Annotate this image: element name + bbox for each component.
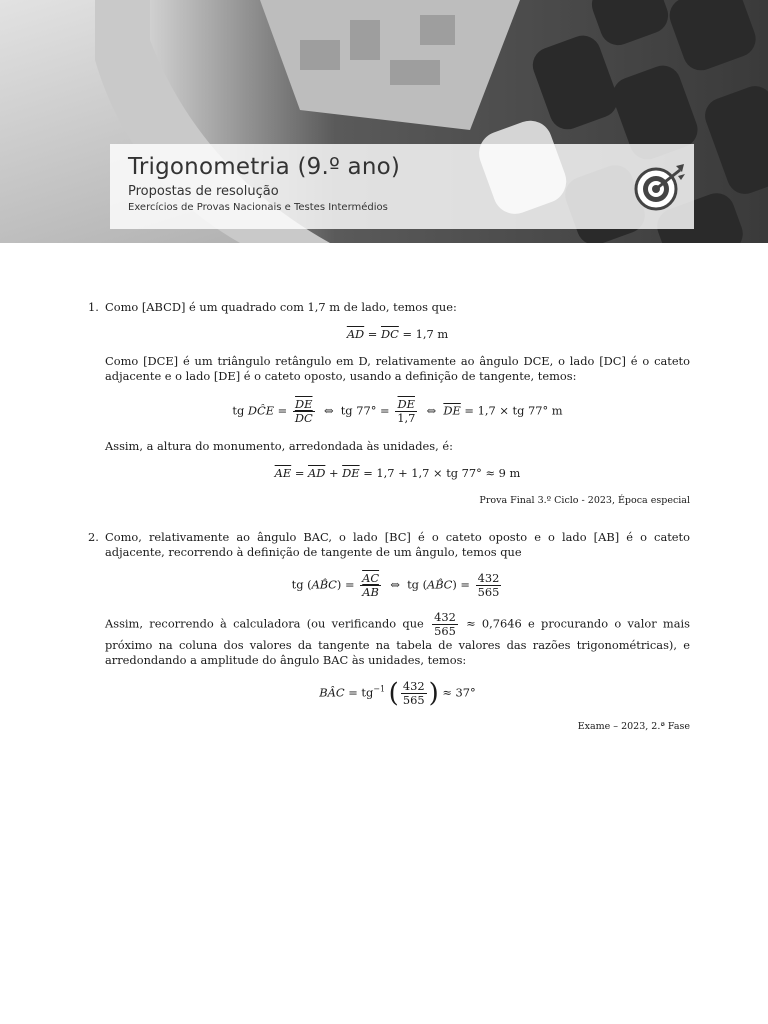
paragraph: Assim, recorrendo à calculadora (ou verificando que $\frac{432}{565}$ ≈ 0,7646 e procurando o valor mais próximo na coluna dos valores da tangente na tabela de valores das razões trigonométricas), e arredondando a amplitude do ângulo BAC às unidades, temos: xyxy=(105,610,691,667)
paragraph: Assim, a altura do monumento, arredondada às unidades, é: xyxy=(105,439,453,453)
page-subtitle-secondary: Exercícios de Provas Nacionais e Testes Intermédios xyxy=(128,202,388,213)
exercise-number: 2. xyxy=(88,530,99,544)
header-banner xyxy=(0,0,768,243)
paragraph: Como [DCE] é um triângulo retângulo em D, relativamente ao ângulo DCE, o lado [DC] é o cateto adjacente e o lado [DE] é o cateto oposto, usando a definição de tangente, temos: xyxy=(105,354,690,383)
page-title: Trigonometria (9.º ano) xyxy=(128,154,401,180)
exercise-1 xyxy=(88,300,690,508)
content xyxy=(88,300,690,734)
paragraph: Como [ABCD] é um quadrado com 1,7 m de lado, temos que: xyxy=(105,300,457,314)
title-box xyxy=(110,144,694,229)
exercise-2 xyxy=(88,530,690,734)
target-icon xyxy=(634,162,686,212)
equation: tg DĈE = $\frac{\overline{DE}}{DC}$ ⇔ tg 77° = $\frac{\overline{DE}}{1,7}$ ⇔ $\overline{DE} = 1,7$ × tg 77° m xyxy=(232,397,563,425)
equation: BÂC = $tg^{-1}$ ( $\frac{432}{565}$ ) ≈ 37° xyxy=(319,678,476,709)
paragraph-part: ≈ 0,7646 e procurando o valor mais próximo na coluna dos valores da tangente na tabela de valores das razões trigonométricas), e arredondando a amplitude do ângulo BAC às unidades, temos: xyxy=(105,616,691,667)
exercise-number: 1. xyxy=(88,300,99,314)
equation: $\overline{AD} = \overline{DC} = 1,7$ m xyxy=(346,327,449,341)
equation: tg (AB̂C) = $\frac{\overline{AC}}{AB}$ ⇔ tg (AB̂C) = $\frac{432}{565}$ xyxy=(291,571,500,599)
page-subtitle: Propostas de resolução xyxy=(128,184,279,199)
equation: $\overline{AE} = \overline{AD} + \overline{DE} = 1,7 + 1,7$ × tg 77° ≈ 9 m xyxy=(274,466,521,480)
paragraph: Como, relativamente ao ângulo BAC, o lado [BC] é o cateto oposto e o lado [AB] é o cateto adjacente, recorrendo à definição de tangente de um ângulo, temos que xyxy=(105,530,690,559)
paragraph-part: Assim, recorrendo à calculadora (ou verificando que xyxy=(105,616,424,631)
source-note: Prova Final 3.º Ciclo - 2023, Época especial xyxy=(479,495,690,506)
source-note: Exame – 2023, 2.ª Fase xyxy=(577,721,690,732)
